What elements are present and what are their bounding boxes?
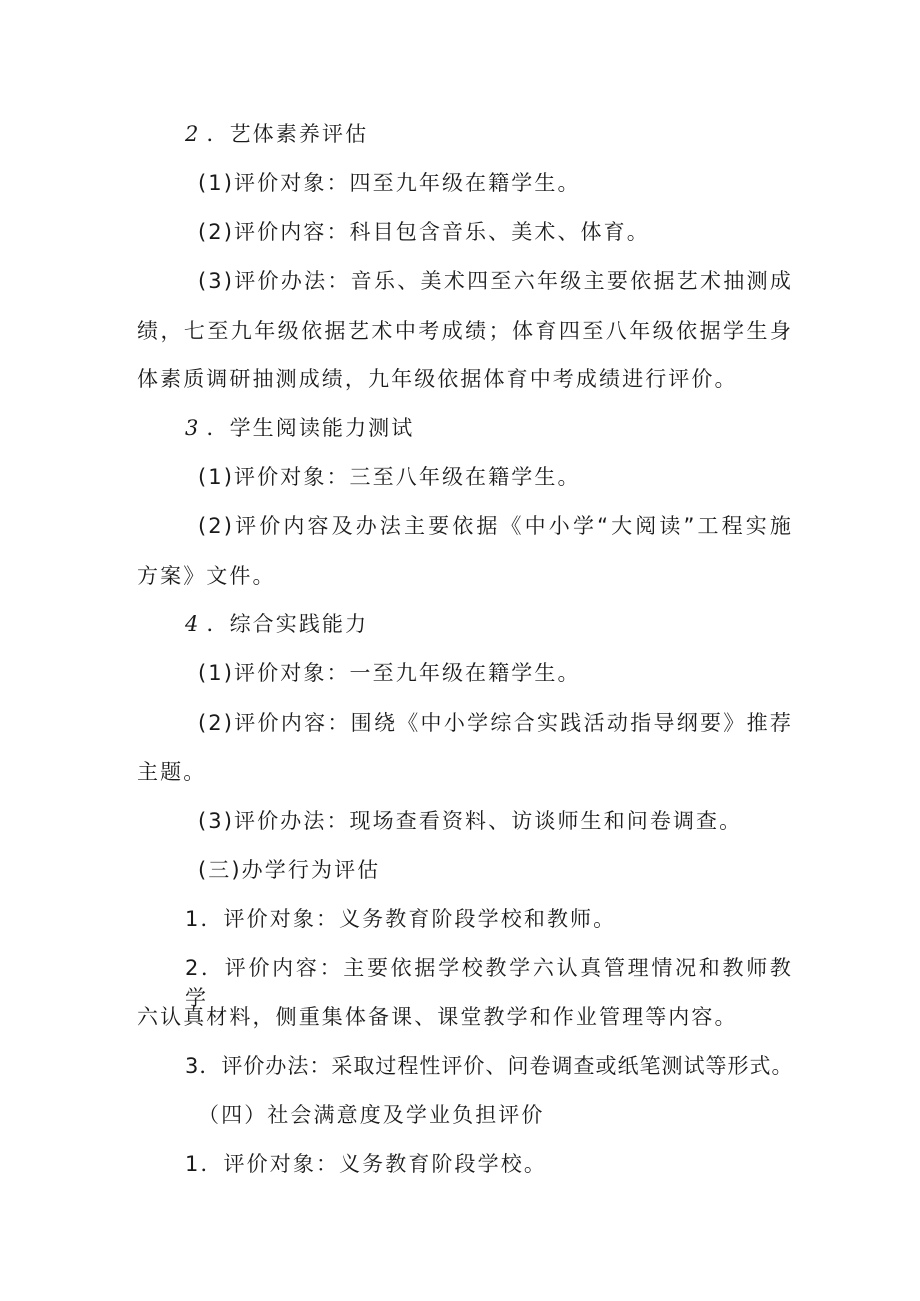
paragraph-line: 1．评价对象：义务教育阶段学校和教师。	[185, 907, 617, 931]
paragraph-line: (1)评价对象：一至九年级在籍学生。	[198, 661, 581, 685]
paragraph-line: 主题。	[137, 760, 207, 784]
section-title: ．艺体素养评估	[206, 122, 369, 146]
paragraph-line: (1)评价对象：四至九年级在籍学生。	[198, 171, 581, 195]
section-number: 2	[185, 122, 201, 146]
section-number: 3	[185, 416, 201, 440]
subsection-heading: (三)办学行为评估	[198, 858, 381, 882]
paragraph-line: 1．评价对象：义务教育阶段学校。	[185, 1152, 547, 1176]
paragraph-line: (3)评价办法：现场查看资料、访谈师生和问卷调查。	[198, 809, 743, 833]
section-heading-reading	[185, 413, 793, 443]
paragraph-line: (2)评价内容及办法主要依据《中小学“大阅读”工程实施	[198, 514, 793, 538]
section-title: ．学生阅读能力测试	[206, 416, 415, 440]
section-title: ．综合实践能力	[206, 612, 369, 636]
paragraph-line: 体素质调研抽测成绩，九年级依据体育中考成绩进行评价。	[137, 367, 738, 391]
section-heading-art-sports	[185, 119, 793, 149]
paragraph-line: 六认真材料，侧重集体备课、课堂教学和作业管理等内容。	[137, 1005, 738, 1029]
paragraph-line: (2)评价内容：围绕《中小学综合实践活动指导纲要》推荐	[198, 711, 793, 735]
paragraph-line: (2)评价内容：科目包含音乐、美术、体育。	[198, 220, 650, 244]
subsection-heading: （四）社会满意度及学业负担评价	[198, 1103, 545, 1127]
paragraph-line: 绩，七至九年级依据艺术中考成绩；体育四至八年级依据学生身	[137, 319, 793, 343]
paragraph-line: 方案》文件。	[137, 564, 276, 588]
section-heading-practice	[185, 609, 793, 639]
paragraph-line: 2．评价内容：主要依据学校教学六认真管理情况和教师教学	[185, 956, 793, 1010]
section-number: 4	[185, 612, 201, 636]
paragraph-line: (1)评价对象：三至八年级在籍学生。	[198, 465, 581, 489]
paragraph-line: (3)评价办法：音乐、美术四至六年级主要依据艺术抽测成	[198, 269, 793, 293]
paragraph-line: 3．评价办法：采取过程性评价、问卷调查或纸笔测试等形式。	[185, 1054, 793, 1078]
